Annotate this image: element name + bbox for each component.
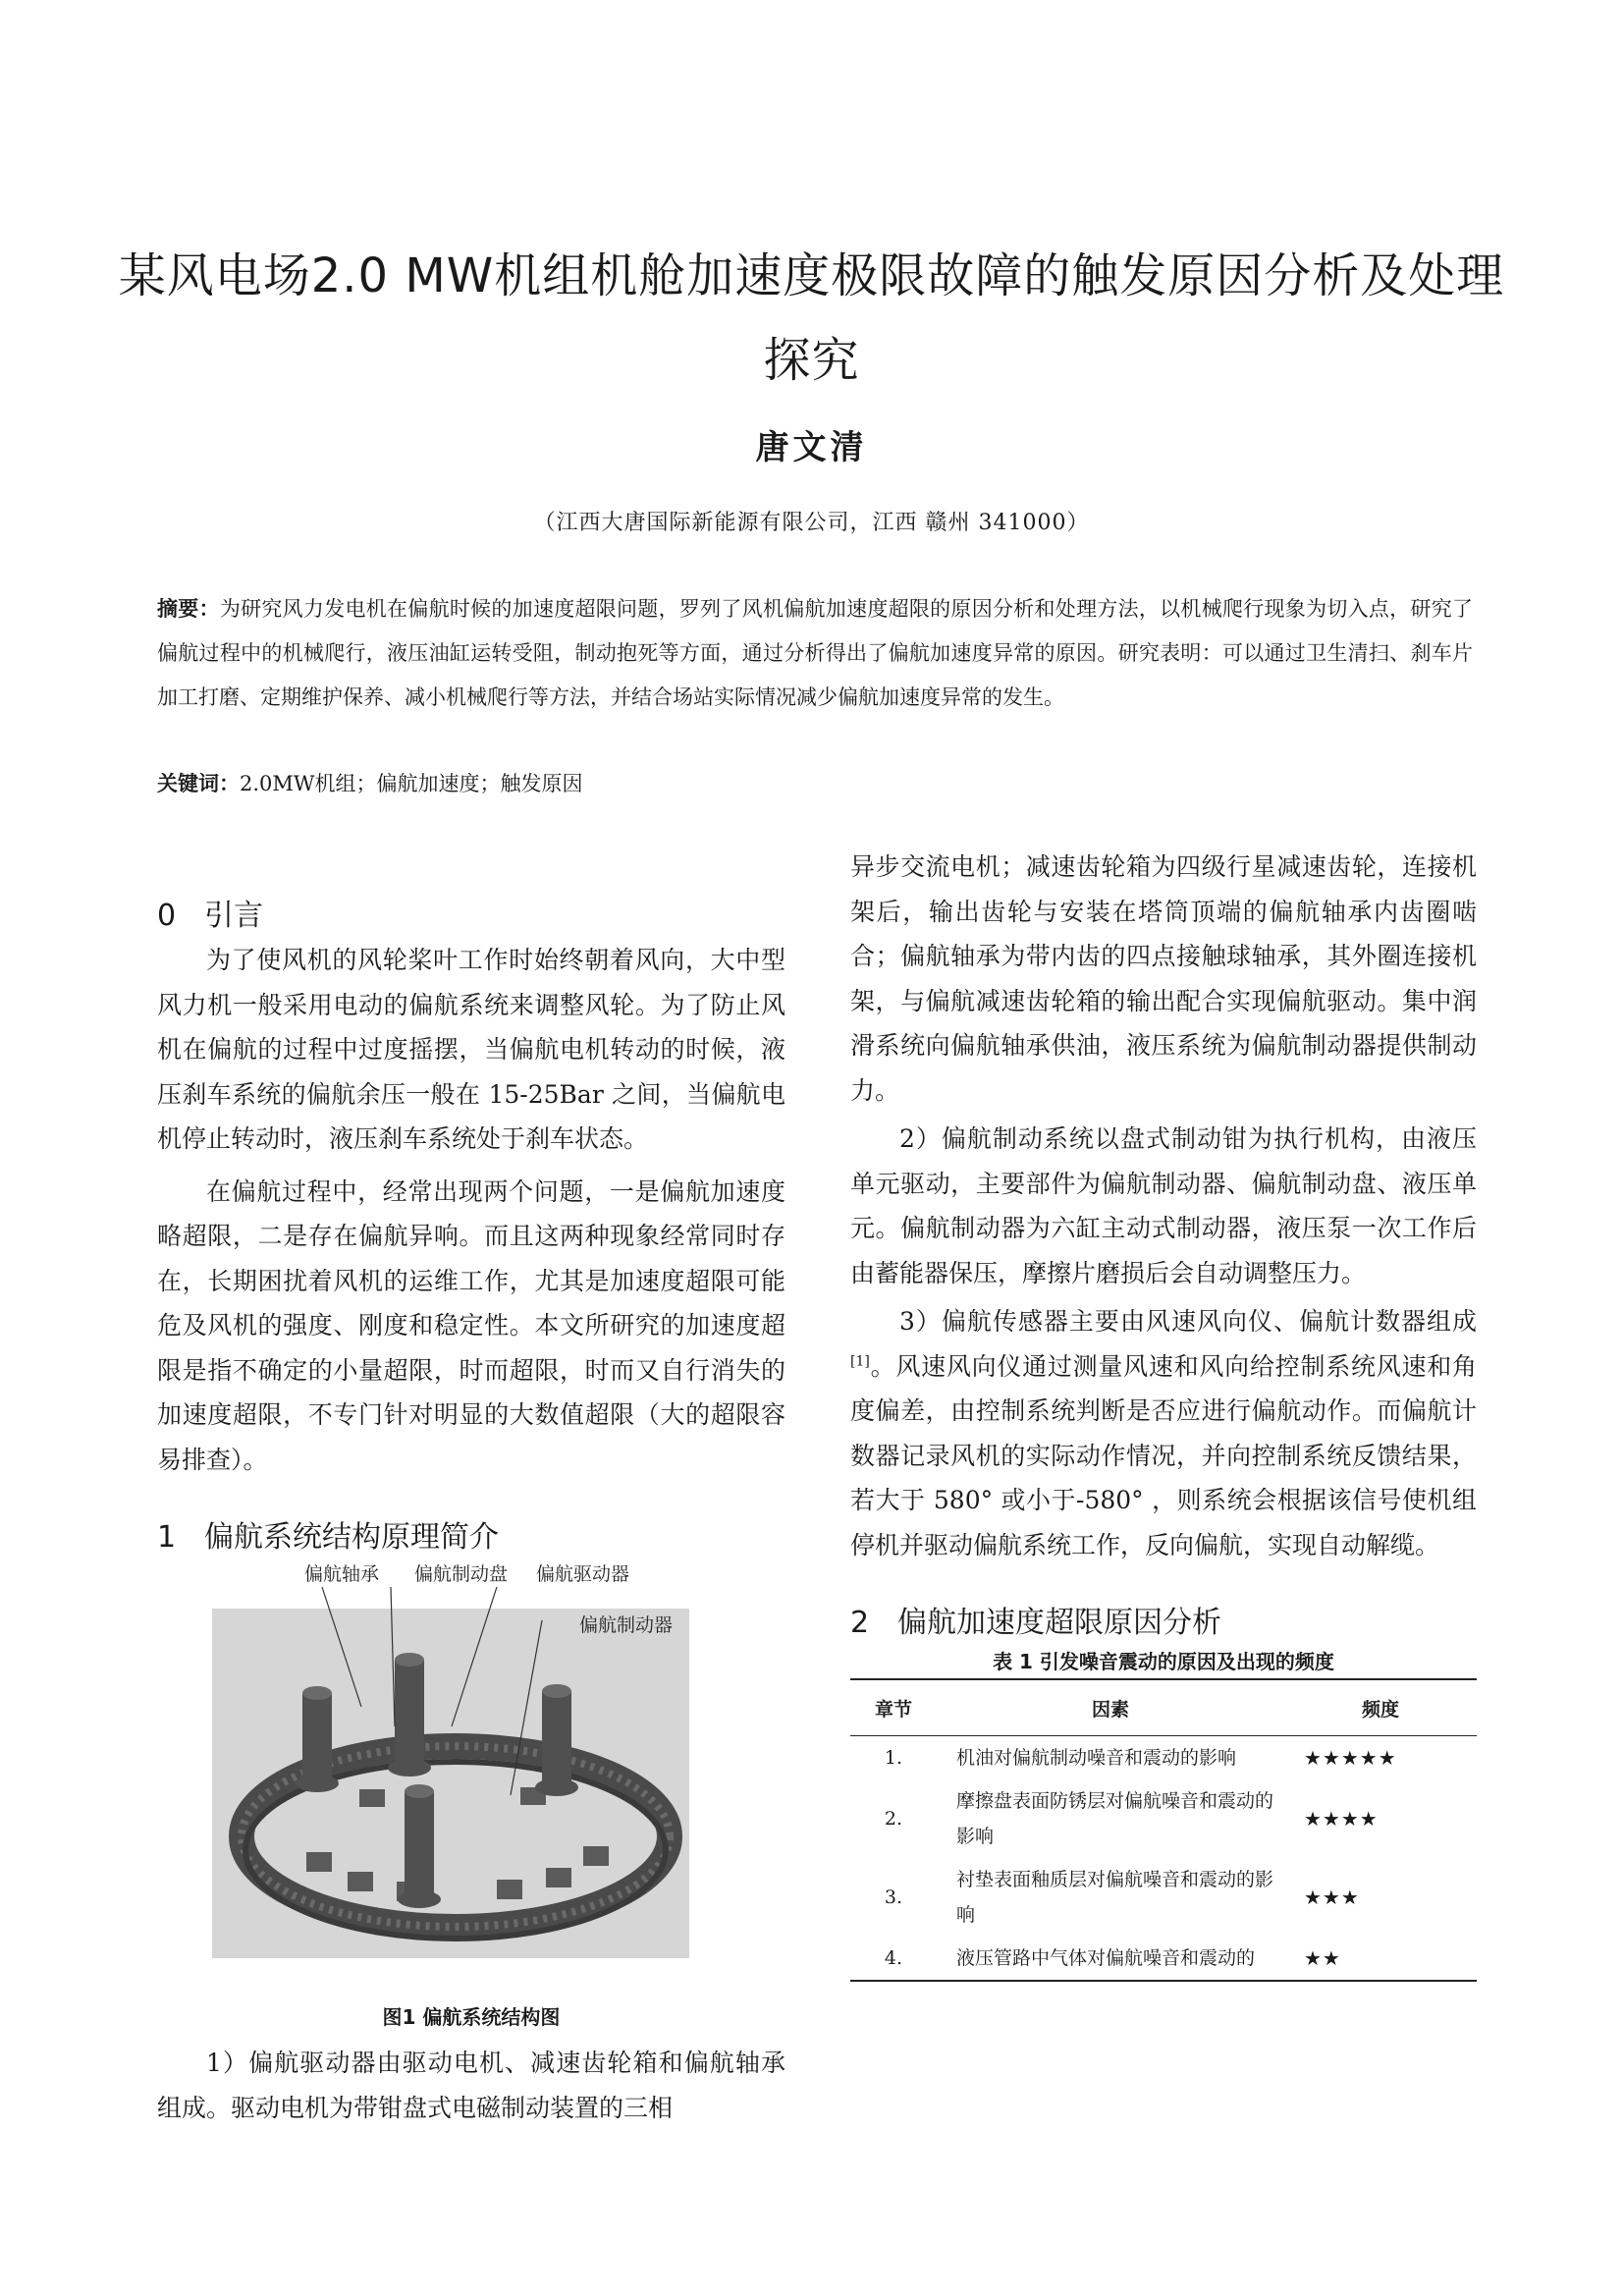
section-2-heading (850, 1601, 1477, 1645)
table-row (850, 1736, 1477, 1780)
section-0-heading (157, 894, 785, 938)
label-yaw-drive: 偏航驱动器 (536, 1563, 630, 1585)
section-1-paragraph-3-a: 3）偏航传感器主要由风速风向仪、偏航计数器组成 (899, 1307, 1477, 1336)
paper-title: 某风电场2.0 MW机组机舱加速度极限故障的触发原因分析及处理探究 (118, 248, 1505, 388)
row-frequency: ★★★★★ (1304, 1746, 1397, 1770)
row-factor: 液压管路中气体对偏航噪音和震动的 (956, 1947, 1256, 1969)
row-chapter: 3. (884, 1886, 903, 1908)
author: 唐文清 (755, 428, 868, 467)
row-frequency: ★★★ (1304, 1886, 1360, 1909)
section-2-title: 偏航加速度超限原因分析 (897, 1606, 1221, 1640)
section-1-paragraph-1-continued: 异步交流电机；减速齿轮箱为四级行星减速齿轮，连接机架后，输出齿轮与安装在塔筒顶端的偏航轴承内齿圈啮合；偏航轴承为带内齿的四点接触球轴承，其外圈连接机架，与偏航减速齿轮箱的输出配合实现偏航驱动。集中润滑系统向偏航轴承供油，液压系统为偏航制动器提供制动力。 (850, 852, 1477, 1105)
header-factor: 因素 (937, 1679, 1284, 1736)
label-yaw-bearing: 偏航轴承 (304, 1563, 380, 1585)
keywords-text: 2.0MW机组；偏航加速度；触发原因 (240, 772, 583, 795)
header-chapter: 章节 (850, 1679, 937, 1736)
table-row (850, 1858, 1477, 1937)
section-1-paragraph-3-b: 。风速风向仪通过测量风速和风向给控制系统风速和角度偏差，由控制系统判断是否应进行偏航动作。而偏航计数器记录风机的实际动作情况，并向控制系统反馈结果，若大于 580° 或小于-580° ，则系统会根据该信号使机组停机并驱动偏航系统工作，反向偏航，实现自动解缆。 (850, 1351, 1477, 1559)
section-1-heading (157, 1515, 785, 1559)
row-factor: 摩擦盘表面防锈层对偏航噪音和震动的影响 (956, 1790, 1274, 1847)
row-factor: 机油对偏航制动噪音和震动的影响 (956, 1747, 1237, 1769)
row-factor: 衬垫表面釉质层对偏航噪音和震动的影响 (956, 1869, 1274, 1926)
left-column (157, 845, 785, 2130)
figure-1 (157, 1559, 785, 1992)
section-1-paragraph-1: 1）偏航驱动器由驱动电机、减速齿轮箱和偏航轴承组成。驱动电机为带钳盘式电磁制动装置的三相 (157, 2049, 785, 2122)
section-0-title: 引言 (204, 899, 263, 933)
abstract-label: 摘要： (157, 597, 220, 621)
table-row (850, 1779, 1477, 1858)
keywords-label: 关键词： (157, 772, 240, 795)
table-header-row (850, 1679, 1477, 1736)
section-1-paragraph-3 (850, 1299, 1477, 1567)
abstract-text: 为研究风力发电机在偏航时候的加速度超限问题，罗列了风机偏航加速度超限的原因分析和处理方法，以机械爬行现象为切入点，研究了偏航过程中的机械爬行，液压油缸运转受阻，制动抱死等方面，通过分析得出了偏航加速度异常的原因。研究表明：可以通过卫生清扫、刹车片加工打磨、定期维护保养、减小机械爬行等方法，并结合场站实际情况减少偏航加速度异常的发生。 (157, 597, 1474, 709)
label-yaw-brake: 偏航制动器 (579, 1614, 674, 1636)
table-1 (850, 1678, 1477, 1982)
right-column (850, 845, 1477, 1982)
keywords (157, 762, 1473, 806)
section-1-number: 1 (157, 1520, 177, 1555)
table-1-caption: 表 1 引发噪音震动的原因及出现的频度 (993, 1650, 1334, 1673)
section-1-title: 偏航系统结构原理简介 (204, 1520, 499, 1555)
affiliation: （江西大唐国际新能源有限公司，江西 赣州 341000） (533, 511, 1090, 535)
section-0-paragraph-2: 在偏航过程中，经常出现两个问题，一是偏航加速度略超限，二是存在偏航异响。而且这两种现象经常同时存在，长期困扰着风机的运维工作，尤其是加速度超限可能危及风机的强度、刚度和稳定性。本文所研究的加速度超限是指不确定的小量超限，时而超限，时而又自行消失的加速度超限，不专门针对明显的大数值超限（大的超限容易排查）。 (157, 1176, 785, 1474)
figure-1-caption: 图1 偏航系统结构图 (382, 2005, 561, 2029)
row-frequency: ★★★★ (1304, 1807, 1379, 1831)
abstract (157, 587, 1473, 720)
section-2-number: 2 (850, 1606, 870, 1640)
row-chapter: 2. (884, 1808, 903, 1830)
citation-1[interactable]: [1] (850, 1353, 870, 1370)
row-frequency: ★★ (1304, 1946, 1341, 1970)
figure-1-callout-lines (157, 1559, 785, 1992)
section-0-number: 0 (157, 899, 177, 933)
row-chapter: 4. (884, 1947, 903, 1969)
section-0-paragraph-1: 为了使风机的风轮桨叶工作时始终朝着风向，大中型风力机一般采用电动的偏航系统来调整风轮。为了防止风机在偏航的过程中过度摇摆，当偏航电机转动的时候，液压刹车系统的偏航余压一般在 15-25Bar 之间，当偏航电机停止转动时，液压刹车系统处于刹车状态。 (157, 946, 785, 1153)
table-row (850, 1937, 1477, 1981)
header-frequency: 频度 (1284, 1679, 1477, 1736)
section-1-paragraph-2: 2）偏航制动系统以盘式制动钳为执行机构，由液压单元驱动，主要部件为偏航制动器、偏航制动盘、液压单元。偏航制动器为六缸主动式制动器，液压泵一次工作后由蓄能器保压，摩擦片磨损后会自动调整压力。 (850, 1124, 1477, 1287)
row-chapter: 1. (884, 1747, 903, 1769)
label-yaw-brake-disc: 偏航制动盘 (414, 1563, 509, 1585)
